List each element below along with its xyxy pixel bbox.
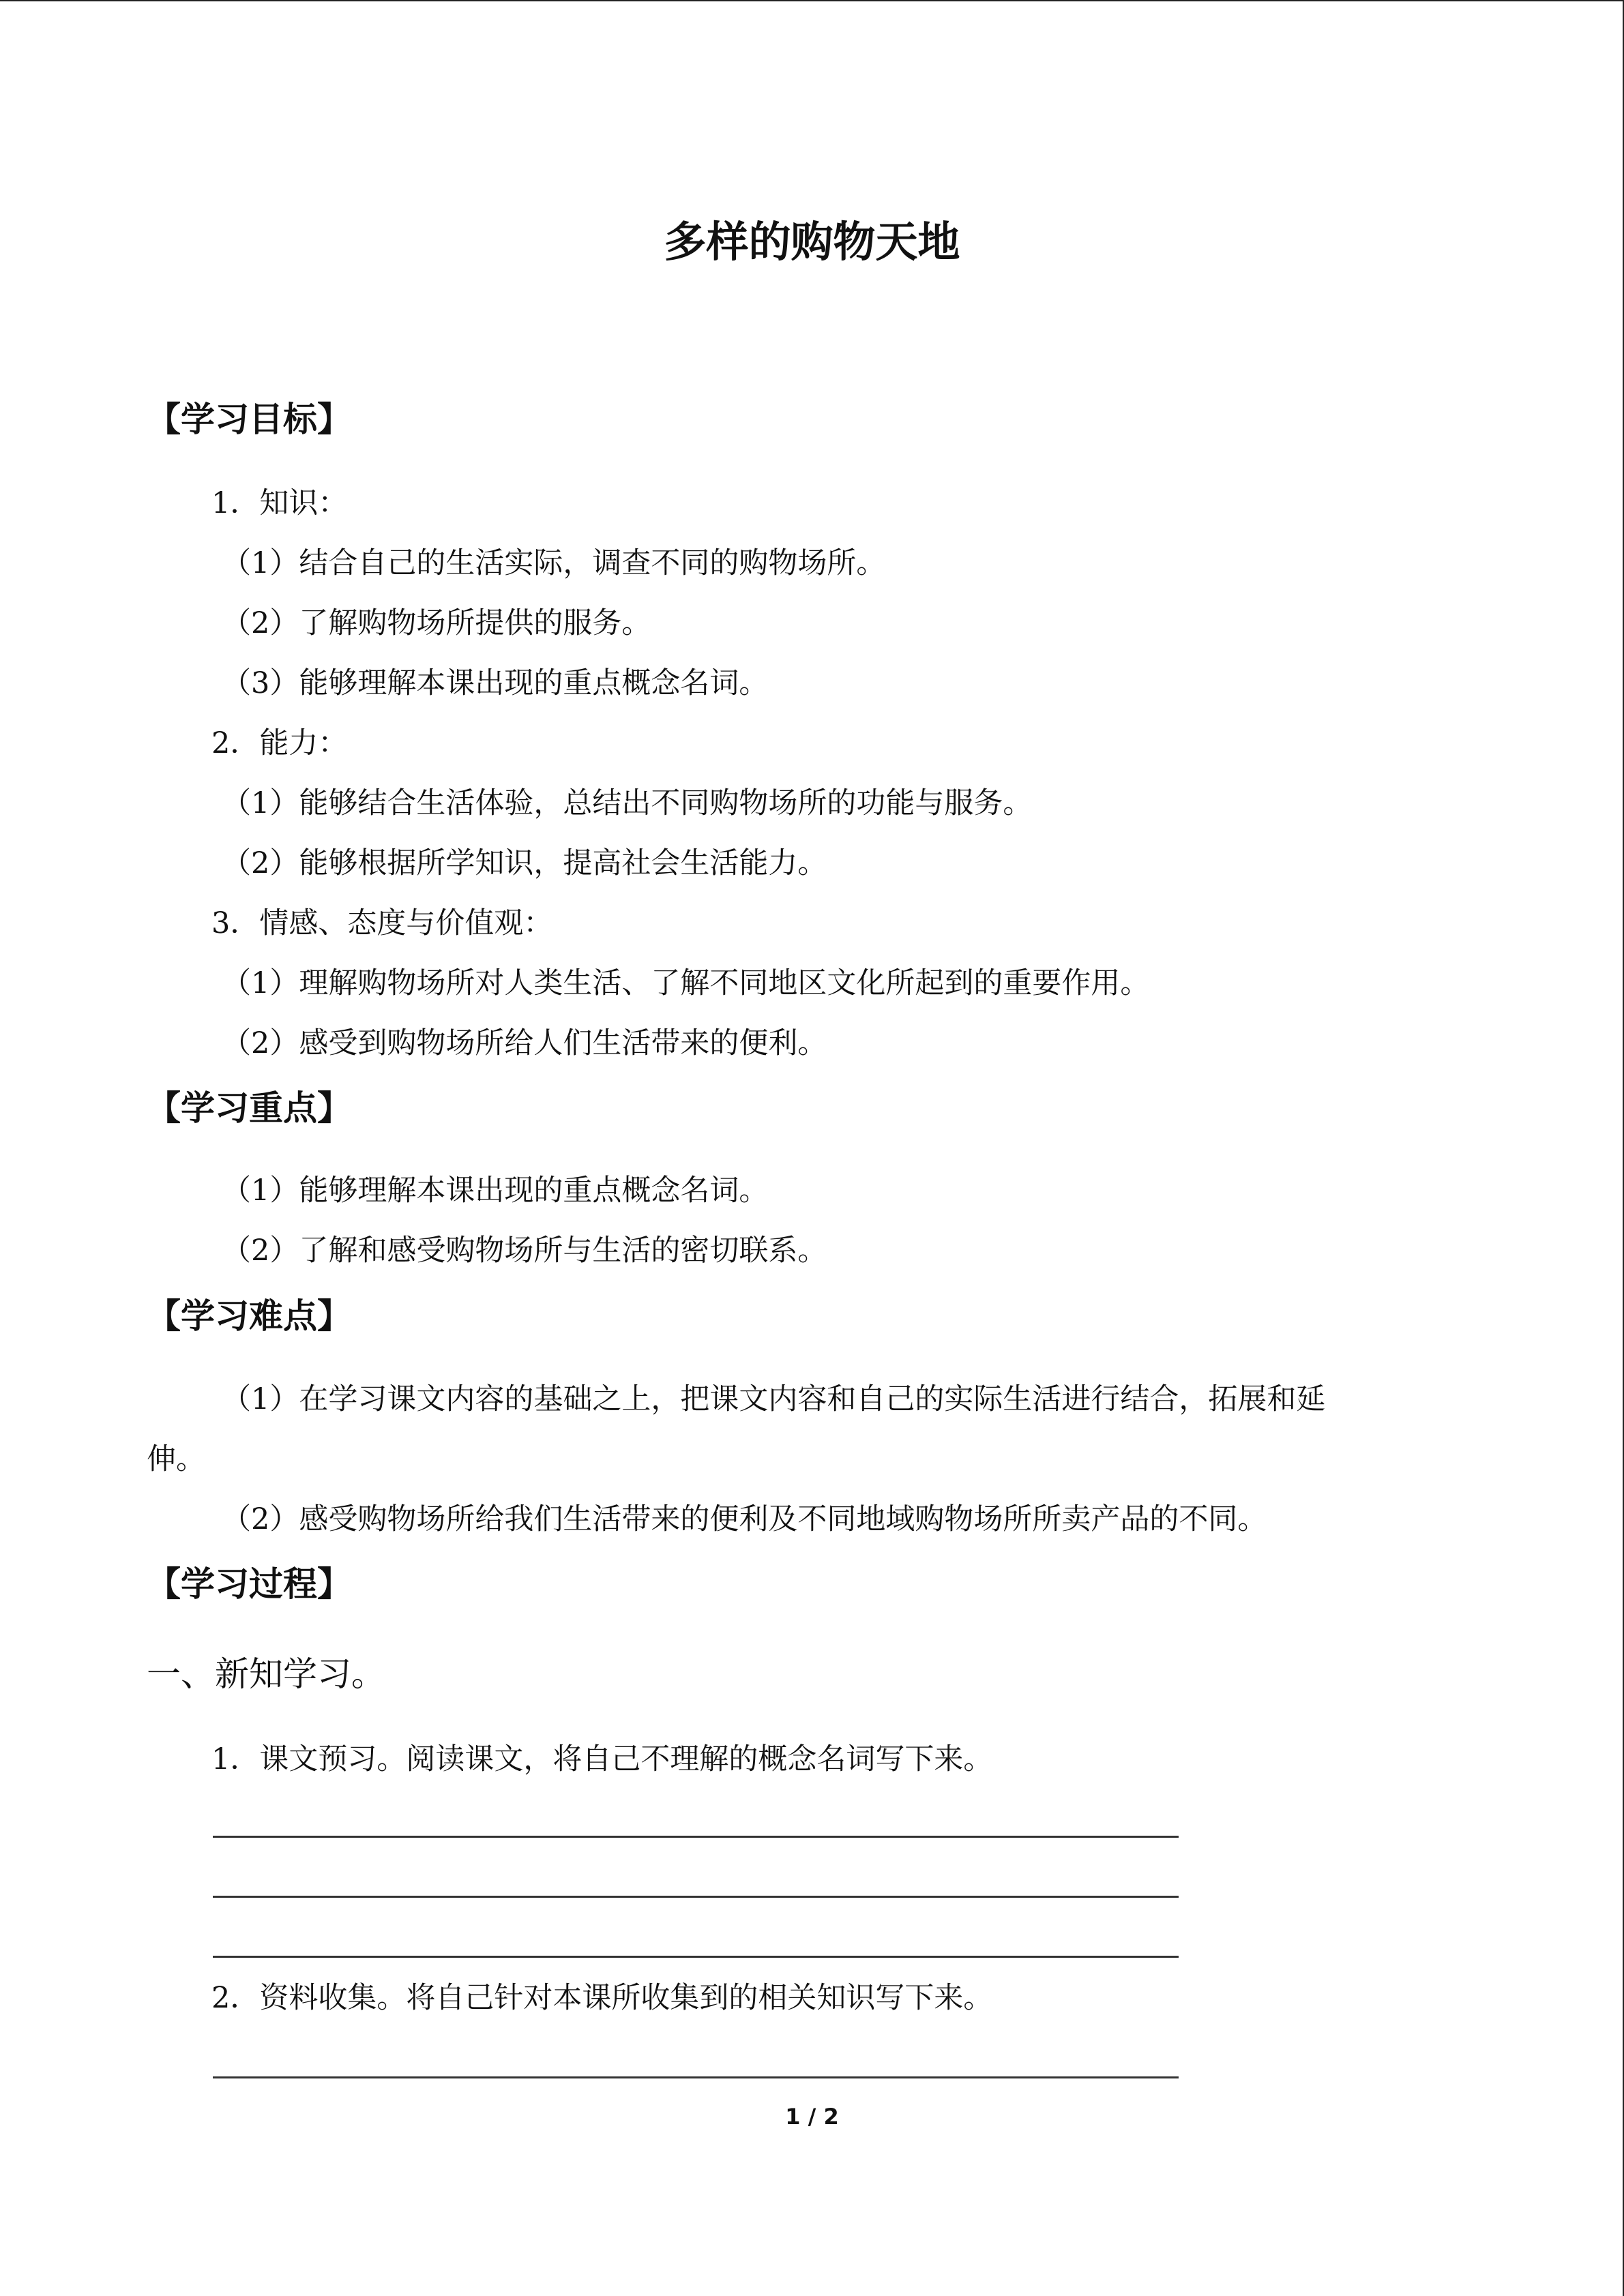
key-point-item-2: （2）了解和感受购物场所与生活的密切联系。 <box>222 1234 827 1268</box>
heading-learning-goals: 【学习目标】 <box>147 400 351 439</box>
heading-learning-process: 【学习过程】 <box>147 1564 351 1604</box>
goal-knowledge-item-1: （1）结合自己的生活实际，调查不同的购物场所。 <box>222 546 886 580</box>
heading-difficulties: 【学习难点】 <box>147 1296 351 1336</box>
page-top-border <box>0 0 1623 1</box>
goal-knowledge-item-2: （2）了解购物场所提供的服务。 <box>222 606 651 640</box>
answer-line-3[interactable] <box>213 1956 1179 1958</box>
process-part-1-title: 一、新知学习。 <box>147 1654 385 1694</box>
answer-line-1[interactable] <box>213 1836 1179 1838</box>
difficulty-item-1-line-2: 伸。 <box>147 1442 205 1476</box>
document-title: 多样的购物天地 <box>664 217 960 267</box>
difficulty-item-1-line-1: （1）在学习课文内容的基础之上，把课文内容和自己的实际生活进行结合，拓展和延 <box>222 1382 1326 1416</box>
key-point-item-1: （1）能够理解本课出现的重点概念名词。 <box>222 1174 769 1208</box>
page-indicator: 1 / 2 <box>785 2104 839 2130</box>
goal-knowledge-item-3: （3）能够理解本课出现的重点概念名词。 <box>222 666 769 700</box>
goal-ability-item-1: （1）能够结合生活体验，总结出不同购物场所的功能与服务。 <box>222 786 1033 820</box>
difficulty-item-2: （2）感受购物场所给我们生活带来的便利及不同地域购物场所所卖产品的不同。 <box>222 1502 1267 1536</box>
answer-line-4[interactable] <box>213 2076 1179 2078</box>
goal-knowledge-label: 1．知识： <box>211 486 348 520</box>
process-task-1: 1．课文预习。阅读课文，将自己不理解的概念名词写下来。 <box>211 1742 993 1776</box>
goal-emotion-label: 3．情感、态度与价值观： <box>211 906 553 940</box>
heading-key-points: 【学习重点】 <box>147 1088 351 1128</box>
answer-line-2[interactable] <box>213 1896 1179 1898</box>
goal-ability-label: 2．能力： <box>211 726 348 760</box>
goal-emotion-item-2: （2）感受到购物场所给人们生活带来的便利。 <box>222 1026 827 1060</box>
process-task-2: 2．资料收集。将自己针对本课所收集到的相关知识写下来。 <box>211 1981 993 2015</box>
goal-ability-item-2: （2）能够根据所学知识，提高社会生活能力。 <box>222 846 827 880</box>
goal-emotion-item-1: （1）理解购物场所对人类生活、了解不同地区文化所起到的重要作用。 <box>222 966 1150 1000</box>
